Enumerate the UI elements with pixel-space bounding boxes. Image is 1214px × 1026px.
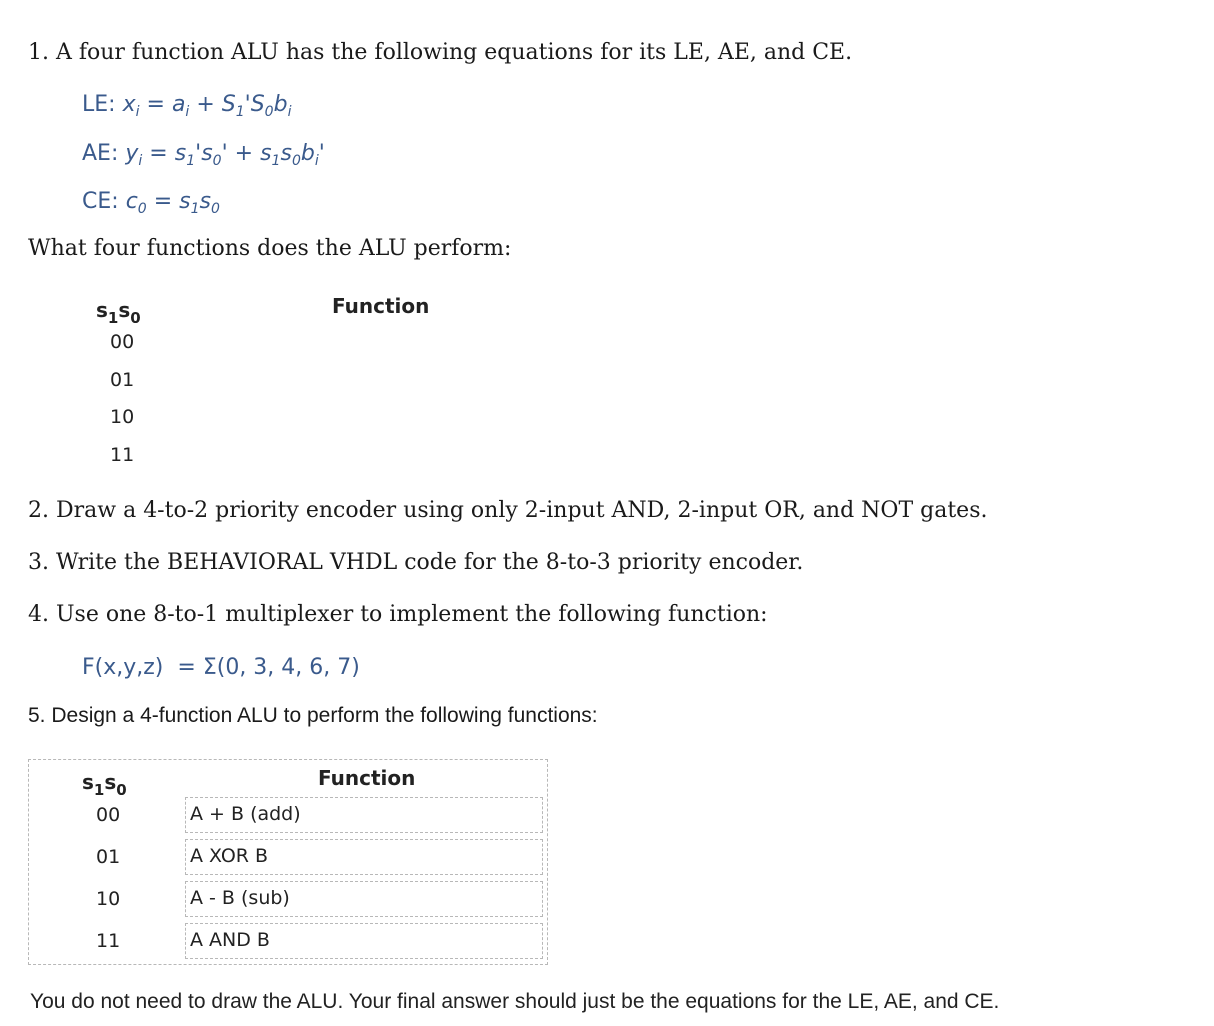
question-5-footer: You do not need to draw the ALU. Your final answer should just be the equations for the LE, AE, and CE. (30, 990, 1000, 1013)
table-2-function-add: A + B (add) (185, 797, 543, 833)
table-2-header-function: Function (318, 766, 416, 790)
ae-equation: AE: $y_i = s_1's_0' + s_1s_0b_i'$ (82, 141, 325, 169)
table-2-function-sub: A - B (sub) (185, 881, 543, 917)
table-1-code-01: 01 (110, 369, 135, 391)
question-5-text: 5. Design a 4-function ALU to perform the following functions: (28, 704, 598, 727)
table-2-code-01: 01 (96, 846, 121, 868)
table-1-code-10: 10 (110, 406, 135, 428)
question-2-text: 2. Draw a 4-to-2 priority encoder using only 2-input AND, 2-input OR, and NOT gates. (28, 498, 988, 523)
table-2-code-10: 10 (96, 888, 121, 910)
question-4-text: 4. Use one 8-to-1 multiplexer to implement the following function: (28, 602, 768, 627)
table-2-header-select: $s_1s_0$ (82, 770, 127, 799)
question-1-prompt: What four functions does the ALU perform: (28, 236, 512, 261)
table-2-code-00: 00 (96, 804, 121, 826)
le-equation: LE: $x_i = a_i + S_1'S_0b_i$ (82, 92, 292, 120)
mux-function-equation: F(x,y,z) = Σ(0, 3, 4, 6, 7) (82, 655, 360, 680)
table-1-code-11: 11 (110, 444, 135, 466)
table-2-function-xor: A XOR B (185, 839, 543, 875)
table-2-code-11: 11 (96, 930, 121, 952)
ce-equation: CE: $c_0 = s_1s_0$ (82, 189, 220, 217)
table-1-code-00: 00 (110, 331, 135, 353)
question-1-text: 1. A four function ALU has the following equations for its LE, AE, and CE. (28, 40, 853, 65)
table-1-header-select: $s_1s_0$ (96, 298, 141, 327)
table-2-function-and: A AND B (185, 923, 543, 959)
question-3-text: 3. Write the BEHAVIORAL VHDL code for the 8-to-3 priority encoder. (28, 550, 804, 575)
table-1-header-function: Function (332, 294, 430, 318)
